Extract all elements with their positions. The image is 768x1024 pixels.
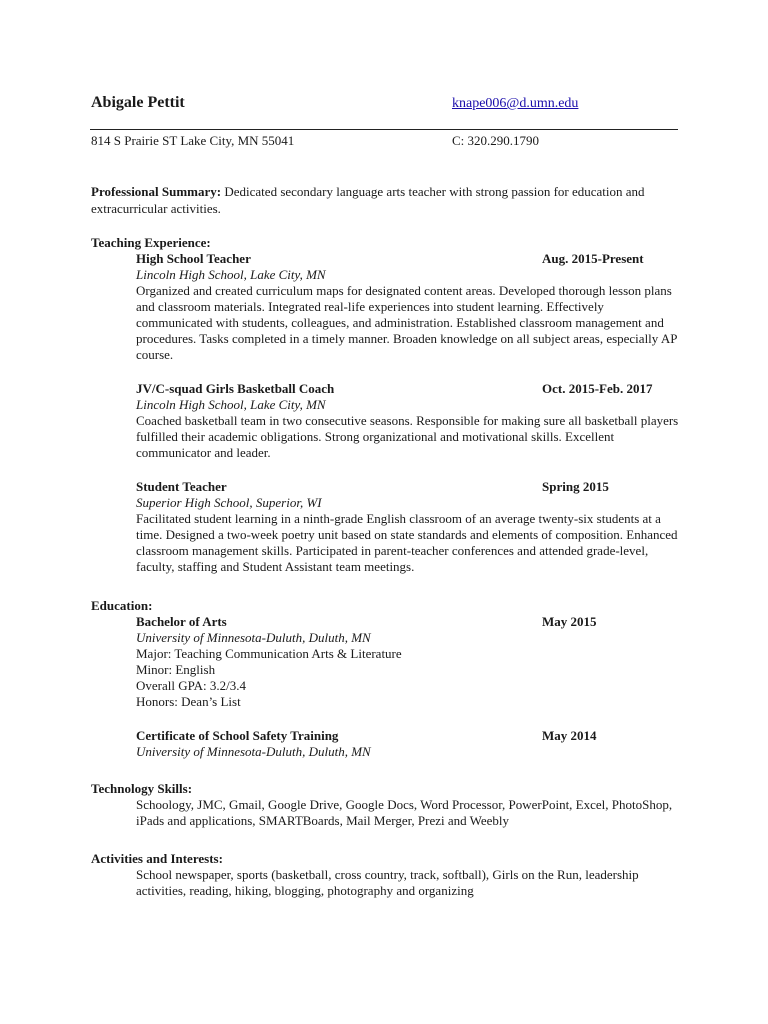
experience-entry <box>136 381 681 461</box>
phone-text: C: 320.290.1790 <box>452 133 540 148</box>
teaching-experience-section <box>91 235 681 575</box>
professional-summary <box>91 183 661 217</box>
education-section <box>91 598 681 760</box>
entry-date: May 2014 <box>542 728 597 743</box>
section-heading: Technology Skills: <box>91 781 193 796</box>
entry-place: University of Minnesota-Duluth, Duluth, MN <box>136 744 371 759</box>
degree-entry <box>136 614 681 710</box>
applicant-name: Abigale Pettit <box>91 94 185 111</box>
entry-description: Coached basketball team in two consecutive seasons. Responsible for making sure all basketball players fulfilled their academic obligations. Strong organizational and motivational skills. Excellent communicator and leader. <box>136 413 679 460</box>
experience-entry <box>136 479 681 575</box>
entry-place: University of Minnesota-Duluth, Duluth, MN <box>136 630 371 645</box>
summary-text: Dedicated secondary language arts teacher with strong passion for education and extracurricular activities. <box>91 184 645 216</box>
activities-text: School newspaper, sports (basketball, cross country, track, softball), Girls on the Run, leadership activities, reading, hiking, blogging, photography and organizing <box>136 867 639 898</box>
entry-title: Bachelor of Arts <box>136 614 227 629</box>
section-heading: Teaching Experience: <box>91 235 211 250</box>
entry-description: Facilitated student learning in a ninth-grade English classroom of an average twenty-six students at a time. Designed a two-week poetry unit based on state standards and elements of composition. Enhanced classroom management skills. Participated in parent-teacher conferences and attended grade-level, faculty, staffing and Student Assistant team meetings. <box>136 511 678 574</box>
entry-place: Lincoln High School, Lake City, MN <box>136 267 326 282</box>
section-heading: Activities and Interests: <box>91 851 223 866</box>
experience-entry <box>136 251 681 363</box>
entry-date: May 2015 <box>542 614 597 629</box>
degree-honors: Honors: Dean’s List <box>136 694 241 709</box>
email-link[interactable]: knape006@d.umn.edu <box>452 96 579 111</box>
entry-title: High School Teacher <box>136 251 251 266</box>
activities-section <box>91 851 681 899</box>
entry-title: Certificate of School Safety Training <box>136 728 339 743</box>
degree-minor: Minor: English <box>136 662 216 677</box>
summary-label: Professional Summary: <box>91 184 222 199</box>
entry-date: Aug. 2015-Present <box>542 251 644 266</box>
header-divider <box>90 129 678 130</box>
entry-date: Spring 2015 <box>542 479 609 494</box>
entry-title: Student Teacher <box>136 479 227 494</box>
entry-date: Oct. 2015-Feb. 2017 <box>542 381 653 396</box>
degree-gpa: Overall GPA: 3.2/3.4 <box>136 678 247 693</box>
entry-place: Superior High School, Superior, WI <box>136 495 322 510</box>
section-heading: Education: <box>91 598 153 613</box>
technology-skills-text: Schoology, JMC, Gmail, Google Drive, Google Docs, Word Processor, PowerPoint, Excel, PhotoShop, iPads and applications, SMARTBoards, Mail Merger, Prezi and Weebly <box>136 797 673 828</box>
certificate-entry <box>136 728 681 760</box>
entry-place: Lincoln High School, Lake City, MN <box>136 397 326 412</box>
entry-description: Organized and created curriculum maps for designated content areas. Developed thorough lesson plans and classroom materials. Integrated real-life experiences into student learning. Effectively communicated with students, colleagues, and administration. Established classroom management and procedures. Tasks completed in a timely manner. Broaden knowledge on all subject areas, especially AP course. <box>136 283 677 362</box>
degree-major: Major: Teaching Communication Arts & Literature <box>136 646 402 661</box>
entry-title: JV/C-squad Girls Basketball Coach <box>136 381 335 396</box>
address-text: 814 S Prairie ST Lake City, MN 55041 <box>91 133 295 148</box>
technology-skills-section <box>91 781 681 829</box>
